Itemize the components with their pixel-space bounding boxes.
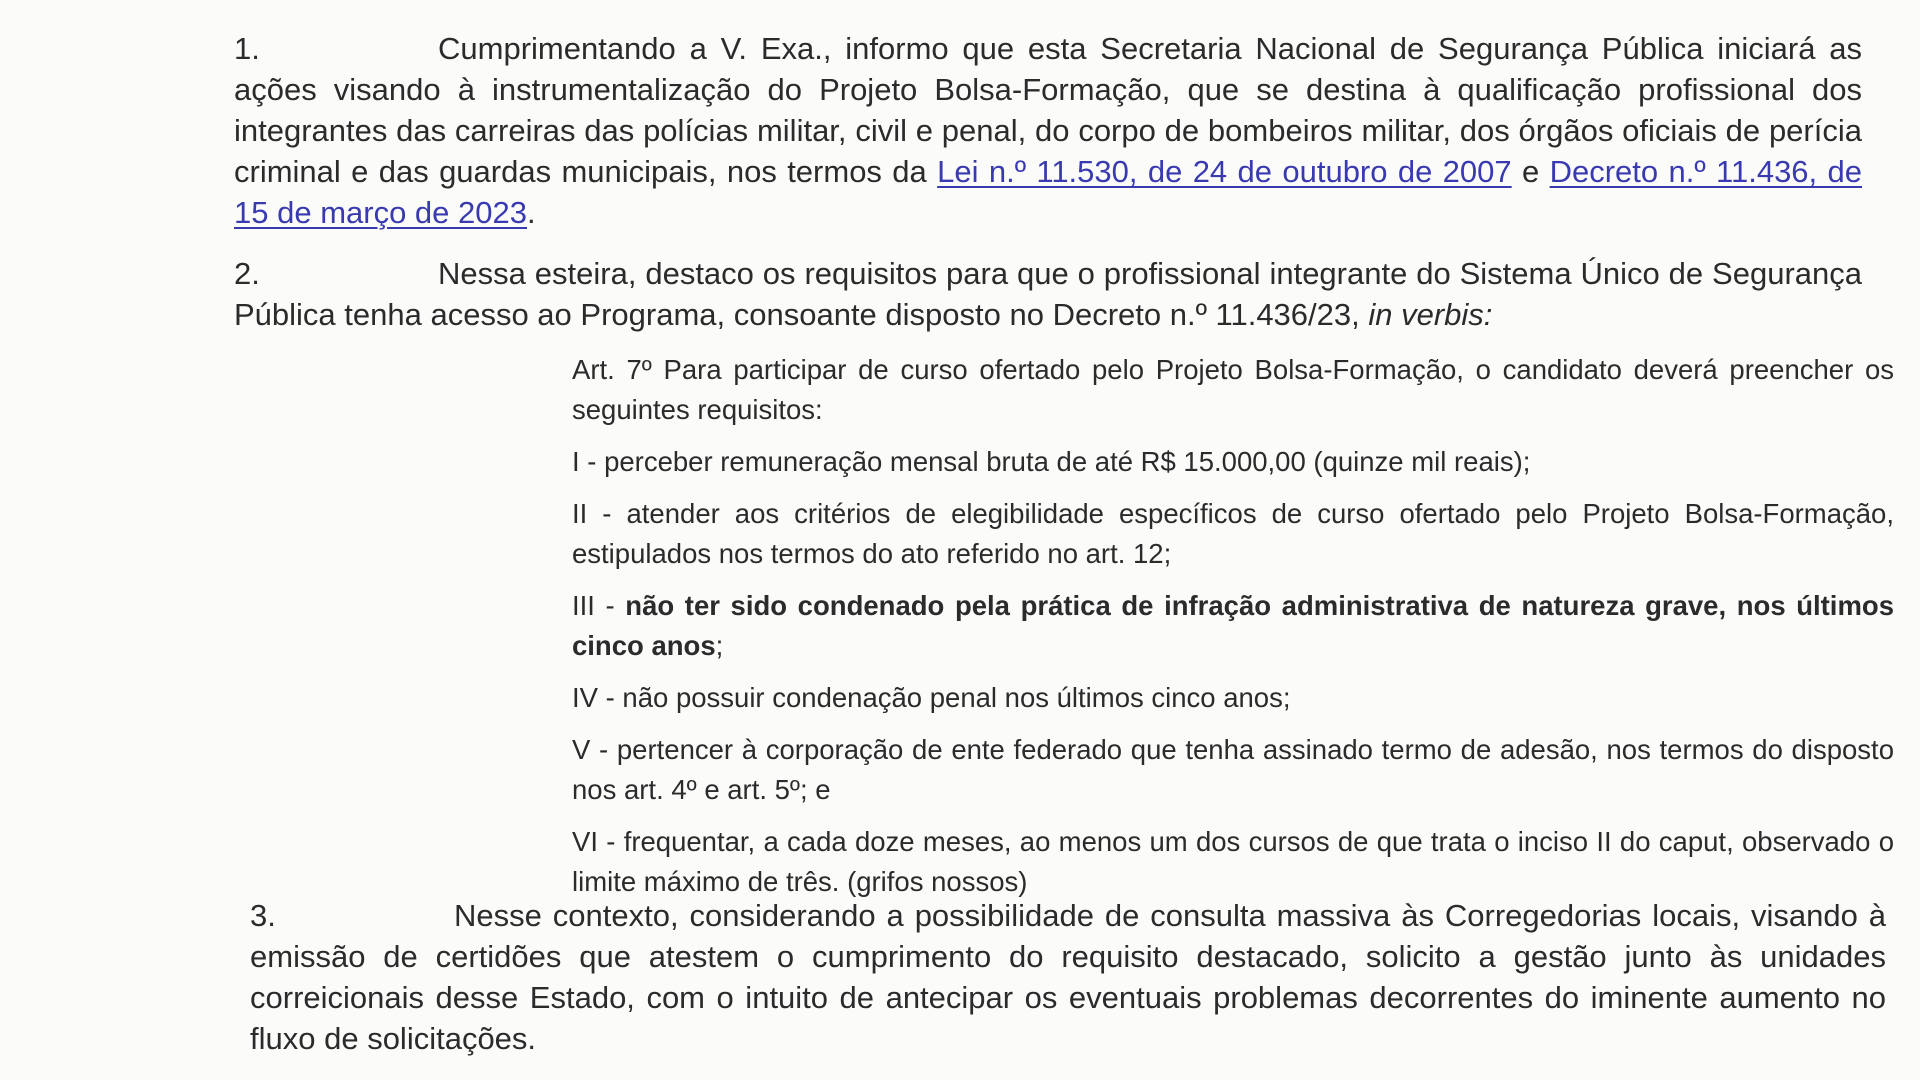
paragraph-3: [250, 895, 1886, 1059]
requirement-iii: [572, 586, 1894, 666]
paragraph-number: 3.: [250, 898, 276, 933]
article-7-text: Art. 7º Para participar de curso ofertado pelo Projeto Bolsa-Formação, o candidato deverá preencher os seguintes requisitos:: [572, 354, 1894, 425]
decreto-11436-link[interactable]: Decreto n.º 11.436, de 15 de março de 2023: [234, 154, 1862, 230]
requirement-iv: IV - não possuir condenação penal nos últimos cinco anos;: [572, 682, 1291, 713]
paragraph-1: [234, 28, 1862, 233]
paragraph-text: Cumprimentando a V. Exa., informo que esta Secretaria Nacional de Segurança Pública iniciará as ações visando à instrumentalização do Projeto Bolsa-Formação, que se destina à qualificação profissional dos integrantes das carreiras das polícias militar, civil e penal, do corpo de bombeiros militar, dos órgãos oficiais de perícia criminal e das guardas municipais, nos termos da: [234, 31, 1862, 189]
paragraph-end: .: [527, 195, 536, 230]
requirement-iii-prefix: III -: [572, 590, 626, 621]
connector-text: e: [1511, 154, 1550, 189]
paragraph-text: Nessa esteira, destaco os requisitos para que o profissional integrante do Sistema Único de Segurança Pública tenha acesso ao Programa, consoante disposto no Decreto n.º 11.436/23,: [234, 256, 1862, 332]
paragraph-number: 2.: [234, 256, 260, 291]
in-verbis-text: in verbis:: [1368, 297, 1493, 332]
requirement-iii-highlight: não ter sido condenado pela prática de infração administrativa de natureza grave, nos últimos cinco anos: [572, 590, 1894, 661]
paragraph-text: Nesse contexto, considerando a possibilidade de consulta massiva às Corregedorias locais, visando à emissão de certidões que atestem o cumprimento do requisito destacado, solicito a gestão junto às unidades correicionais desse Estado, com o intuito de antecipar os eventuais problemas decorrentes do iminente aumento no fluxo de solicitações.: [250, 898, 1886, 1056]
lei-11530-link[interactable]: Lei n.º 11.530, de 24 de outubro de 2007: [937, 154, 1512, 189]
requirement-ii: II - atender aos critérios de elegibilidade específicos de curso ofertado pelo Projeto Bolsa-Formação, estipulados nos termos do ato referido no art. 12;: [572, 498, 1894, 569]
paragraph-2: [234, 253, 1862, 335]
requirement-v: V - pertencer à corporação de ente federado que tenha assinado termo de adesão, nos termos do disposto nos art. 4º e art. 5º; e: [572, 734, 1894, 805]
paragraph-number: 1.: [234, 31, 260, 66]
requirement-vi: VI - frequentar, a cada doze meses, ao menos um dos cursos de que trata o inciso II do caput, observado o limite máximo de três. (grifos nossos): [572, 826, 1894, 897]
requirement-i: I - perceber remuneração mensal bruta de até R$ 15.000,00 (quinze mil reais);: [572, 446, 1531, 477]
requirement-iii-suffix: ;: [715, 630, 724, 661]
decree-quote: [572, 350, 1894, 914]
